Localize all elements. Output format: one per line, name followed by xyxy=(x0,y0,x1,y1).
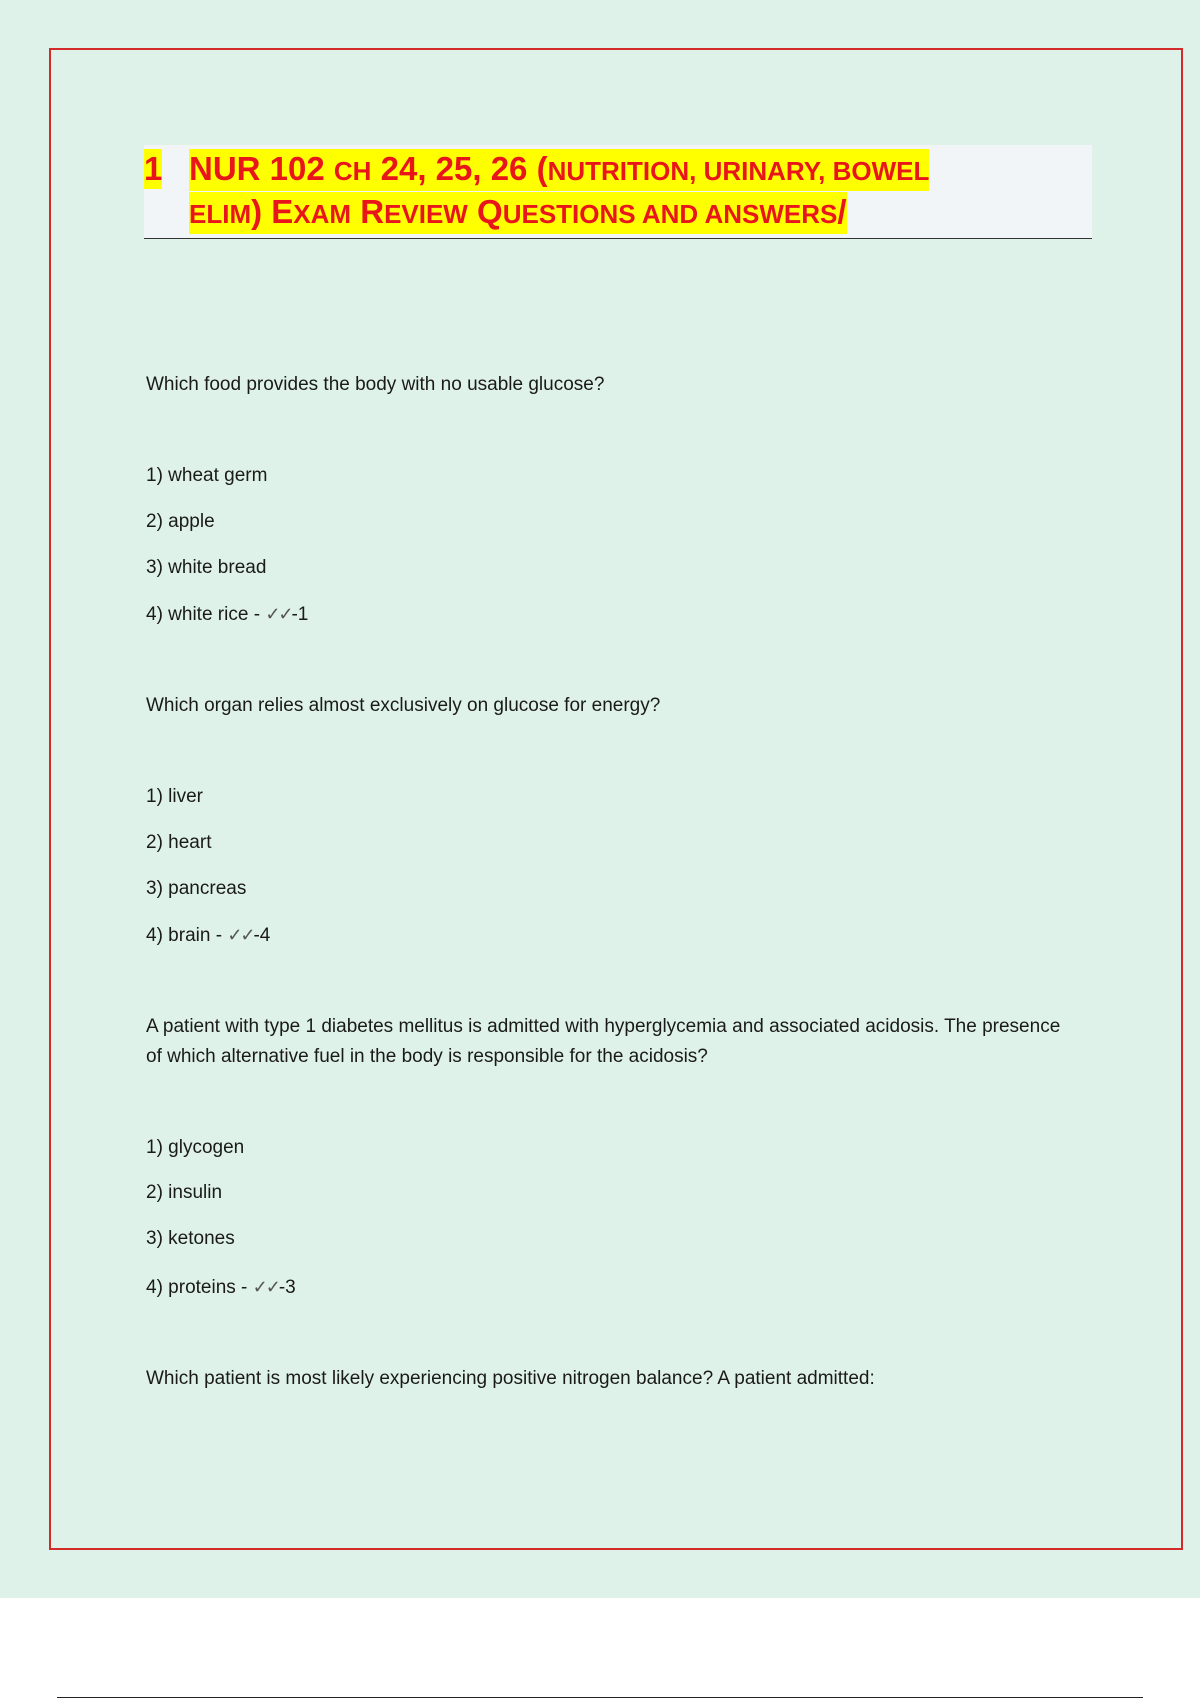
answer-option: 4) proteins - xyxy=(146,1277,248,1298)
page-border xyxy=(49,48,1183,1550)
heading-text: NUTRITION, URINARY, BOWEL xyxy=(547,156,930,186)
checkmark-icon: ✓✓ xyxy=(252,1277,279,1297)
heading-text: 24, 25, 26 ( xyxy=(371,150,548,187)
heading-text: Q xyxy=(467,193,503,230)
heading-number: 1 xyxy=(144,150,163,187)
question-text: Which patient is most likely experiencing positive nitrogen balance? A patient admitted: xyxy=(146,1368,875,1389)
answer-option: 1) liver xyxy=(146,786,204,807)
heading-text: ELIM xyxy=(189,199,252,229)
answer-option: 2) insulin xyxy=(146,1182,223,1203)
answer-key: -4 xyxy=(253,925,271,946)
heading-line-2 xyxy=(189,192,847,234)
checkmark-icon: ✓✓ xyxy=(265,604,292,624)
answer-option-with-key xyxy=(146,1272,296,1303)
answer-key: -3 xyxy=(278,1277,296,1298)
heading-text: R xyxy=(351,193,385,230)
answer-option: 1) wheat germ xyxy=(146,465,268,486)
heading-text: ) E xyxy=(251,193,294,230)
question-text: Which organ relies almost exclusively on glucose for energy? xyxy=(146,695,661,716)
heading-text: XAM xyxy=(293,199,352,229)
document-heading xyxy=(144,145,1092,239)
heading-text: UESTIONS AND ANSWERS xyxy=(502,199,838,229)
answer-option: 4) brain - xyxy=(146,925,223,946)
heading-text: / xyxy=(837,193,847,230)
footer-divider xyxy=(57,1697,1143,1698)
answer-option-with-key xyxy=(146,920,270,951)
question-text: A patient with type 1 diabetes mellitus is admitted with hyperglycemia and associated acidosis. The presence of which alternative fuel in the body is responsible for the acidosis? xyxy=(146,1016,1061,1067)
answer-option: 1) glycogen xyxy=(146,1137,245,1158)
answer-option: 2) apple xyxy=(146,511,215,532)
heading-text: CH xyxy=(333,156,372,186)
answer-option: 2) heart xyxy=(146,832,212,853)
question-text: Which food provides the body with no usable glucose? xyxy=(146,374,605,395)
answer-option: 3) ketones xyxy=(146,1228,235,1249)
answer-key: -1 xyxy=(291,604,309,625)
answer-option: 4) white rice - xyxy=(146,604,261,625)
answer-option: 3) white bread xyxy=(146,557,267,578)
answer-option-with-key xyxy=(146,599,308,630)
checkmark-icon: ✓✓ xyxy=(227,925,254,945)
heading-line-1 xyxy=(189,149,929,191)
heading-text: NUR 102 xyxy=(189,150,334,187)
heading-text: EVIEW xyxy=(384,199,468,229)
answer-option: 3) pancreas xyxy=(146,878,247,899)
